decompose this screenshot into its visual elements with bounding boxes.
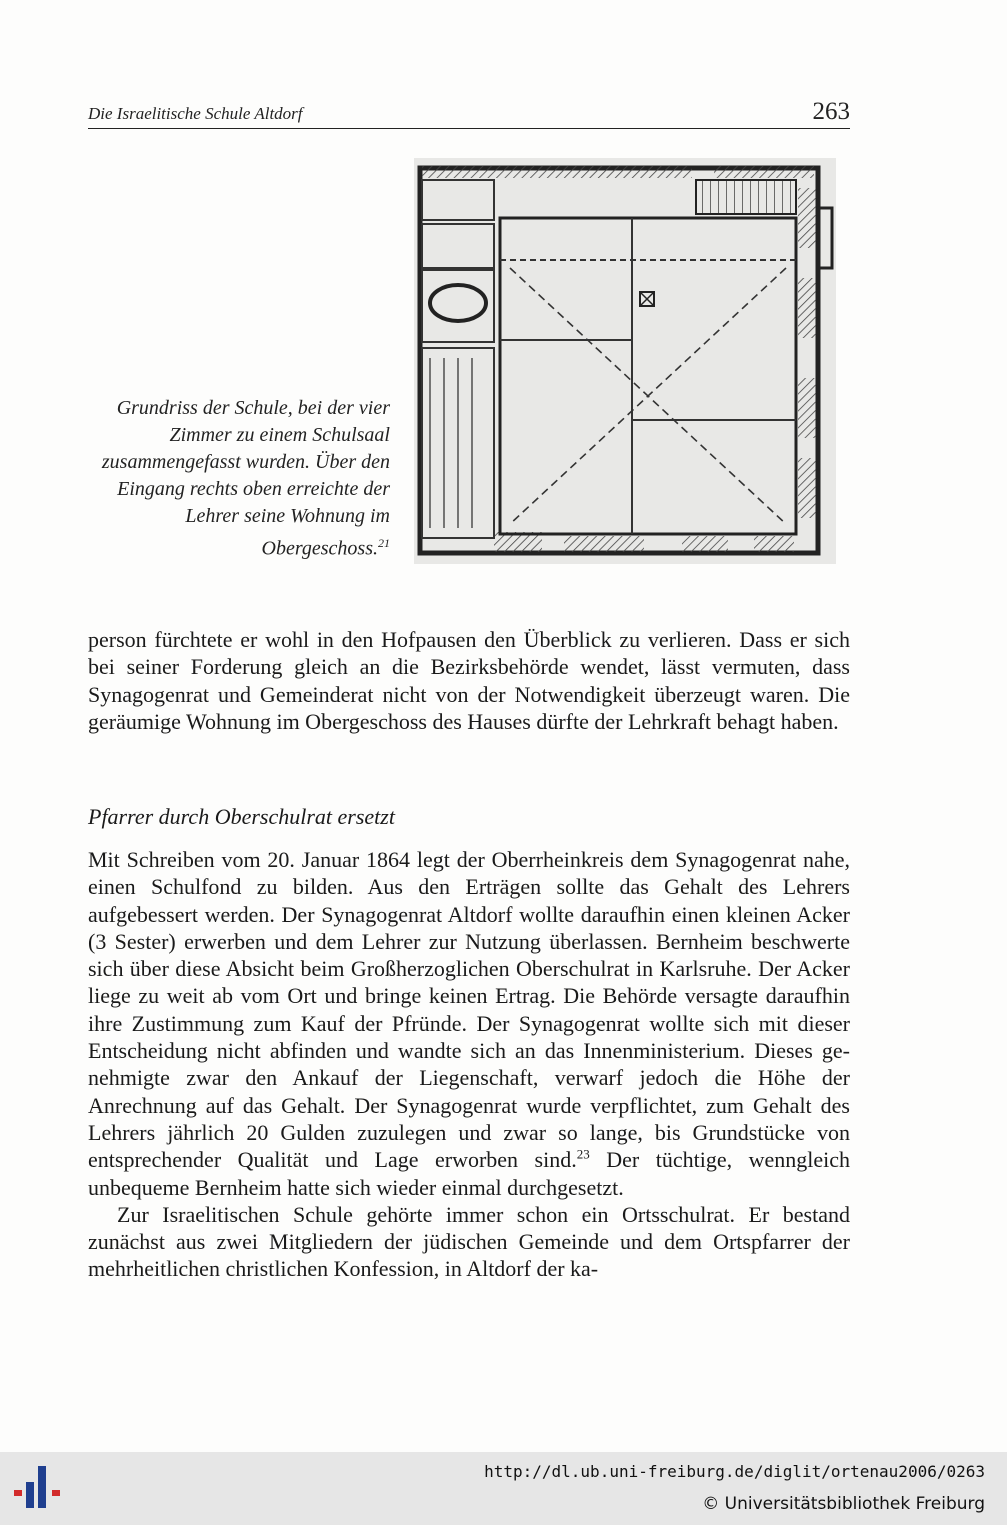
paragraph-text: Mit Schreiben vom 20. Januar 1864 legt der Oberrheinkreis dem Synagogenrat nahe, einen Schulfond zu bilden. Aus den Erträgen sollte das Gehalt des Lehrers aufgebessert werden. Der Synagogenrat Altdorf wollte daraufhin einen kleinen Acker (3 Sester) erwerben und dem Lehrer zur Nutzung überlassen. Bernheim beschwerte sich über diese Absicht beim Großherzoglichen Oberschulrat in Karlsruhe. Der Acker liege zu weit ab vom Ort und bringe keinen Ertrag. Die Behörde versagte daraufhin ihre Zustimmung zum Kauf der Pfründe. Der Synagogenrat wollte sich mit dieser Entscheidung nicht abfinden und wandte sich an das Innenministerium. Dieses genehmigte zwar den Ankauf der Liegenschaft, verwarf jedoch die Höhe der Anrechnung auf das Gehalt. Der Synagogenrat wurde verpflichtet, zum Gehalt des Lehrers jährlich 20 Gulden zuzulegen und zwar so lange, bis Grundstücke von entsprechender Qualität und Lage erworben sind.	[88, 847, 850, 1173]
paragraph: person fürchtete er wohl in den Hofpausen den Überblick zu verlieren. Dass er sich bei seiner Forderung gleich an die Bezirksbehörde wendet, lässt vermuten, dass Synagogenrat und Gemeinderat nicht von der Notwendigkeit überzeugt waren. Die geräumige Wohnung im Obergeschoss des Hauses dürfte der Lehrkraft behagt haben.	[88, 627, 850, 734]
floor-plan-drawing	[414, 158, 836, 564]
caption-text: Grundriss der Schule, bei der vier Zimmer zu einem Schulsaal zusammengefasst wurden. Über den Eingang rechts oben erreichte der Lehrer seine Wohnung im Obergeschoss.	[101, 397, 390, 560]
page-number: 263	[812, 98, 850, 125]
paragraph: Zur Israelitischen Schule gehörte immer schon ein Ortsschulrat. Er bestand zunächst aus zwei Mitgliedern der jüdischen Gemeinde und dem Ortspfarrer der mehrheitlichen christlichen Konfession, in Altdorf der ka-	[88, 1201, 850, 1282]
running-head	[88, 100, 850, 129]
source-url-link[interactable]: http://dl.ub.uni-freiburg.de/diglit/ortenau2006/0263	[484, 1462, 985, 1481]
ub-freiburg-logo-icon	[12, 1464, 68, 1512]
paragraph	[88, 846, 850, 1201]
footnote-ref: 23	[576, 1146, 590, 1162]
running-title: Die Israelitische Schule Altdorf	[88, 104, 303, 123]
footer-bar	[0, 1452, 1007, 1525]
floor-plan-figure	[414, 158, 836, 564]
copyright-notice: © Universitätsbibliothek Freiburg	[702, 1494, 985, 1514]
paragraph-block-2	[88, 846, 850, 1283]
figure-caption	[88, 395, 390, 563]
caption-footnote-ref: 21	[378, 536, 390, 550]
paragraph-text: Der tüchtige, wenngleich unbequeme Bernheim hatte sich wieder einmal durchgesetzt.	[88, 1147, 850, 1200]
section-heading: Pfarrer durch Oberschulrat ersetzt	[88, 804, 395, 829]
paragraph-block-1	[88, 626, 850, 735]
